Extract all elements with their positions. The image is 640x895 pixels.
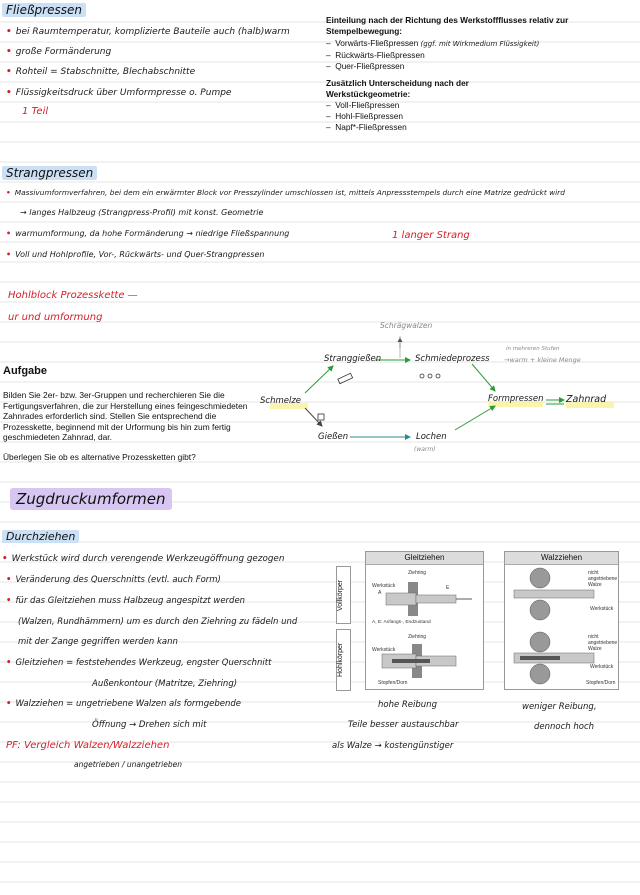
lbl-stopfen-1: Stopfen/Dorn (378, 680, 408, 686)
fliess-info-annot: (ggf. mit Wirkmedium Flüssigkeit) (420, 40, 540, 48)
note-weniger-reibung: weniger Reibung, (522, 702, 597, 712)
durch-bullet-3c: mit der Zange gegriffen werden kann (18, 637, 178, 647)
note-als-walze: als Walze → kostengünstiger (332, 741, 454, 751)
process-chain-diagram (250, 318, 640, 468)
fliess-info-item-4: – Voll-Fließpressen (326, 100, 400, 110)
chain-stranggiessen: Stranggießen (324, 354, 382, 364)
durch-bullet-3b: (Walzen, Rundhämmern) um es durch den Ziehring zu fädeln und (18, 617, 298, 627)
durch-bullet-5: • Walzziehen = ungetriebene Walzen als formgebende (6, 699, 241, 709)
fliess-info-item-6: – Napf*-Fließpressen (326, 122, 407, 132)
lbl-walze-1: nicht angetriebene Walze (588, 570, 618, 588)
lbl-werkstueck-2: Werkstück (372, 647, 396, 653)
fliess-bullet-4: • Flüssigkeitsdruck über Umformpresse o. Pumpe (6, 88, 232, 98)
red-urformung-line: ur und umformung (8, 312, 103, 323)
section-title-zugdruckumformen: Zugdruckumformen (10, 488, 172, 510)
chain-schmiedeprozess: Schmiedeprozess (415, 354, 490, 364)
fliess-info-heading1: Einteilung nach der Richtung des Werkstoffflusses relativ zur Stempelbewegung: (326, 15, 569, 36)
note-dennoch-hoch: dennoch hoch (534, 722, 595, 732)
fliess-bullet-1: • bei Raumtemperatur, komplizierte Bauteile auch (halb)warm (6, 27, 290, 37)
strang-bullet-3: • Voll und Hohlprofile, Vor-, Rückwärts- und Quer-Strangpressen (6, 250, 265, 259)
aufgabe-text: Bilden Sie 2er- bzw. 3er-Gruppen und recherchieren Sie die Fertigungsverfahren, die zur Herstellung eines feingeschmiedeten Zahnrades erforderlich sind. Stellen Sie entsprechend die Prozesskette, beginnend mit der Urformung bis hin zum fertig geschmiedeten Zahnrad, dar. (3, 390, 248, 442)
chain-giessen: Gießen (318, 432, 349, 442)
strang-bullet-1b: → langes Halbzeug (Strangpress-Profil) mit konst. Geometrie (20, 208, 264, 217)
chain-schmelze: Schmelze (260, 396, 302, 406)
chain-lochen: Lochen (416, 432, 447, 442)
strang-bullet-2: • warmumformung, da hohe Formänderung → niedrige Fließspannung (6, 229, 290, 238)
fliess-info-item-1: – Vorwärts-Fließpressen (ggf. mit Wirkmedium Flüssigkeit) (326, 38, 540, 48)
lbl-a-1: A (378, 590, 382, 596)
section-title-fliesspressen: Fließpressen (2, 3, 86, 17)
fliess-info-item-3: – Quer-Fließpressen (326, 61, 405, 71)
durch-bullet-4b: Außenkontour (Matritze, Ziehring) (92, 679, 238, 689)
red-hohlblock-line: Hohlblock Prozesskette — (8, 290, 138, 301)
aufgabe-heading: Aufgabe (3, 365, 47, 377)
row-hohlkoerper: Hohlkörper (336, 629, 351, 691)
chain-lochen-note: (warm) (414, 446, 436, 453)
fliess-info-item-2: – Rückwärts-Fließpressen (326, 50, 425, 60)
lbl-werkstueck-3: Werkstück (590, 606, 614, 612)
fliess-bullet-2: • große Formänderung (6, 47, 112, 57)
pf-vergleich: PF: Vergleich Walzen/Walzziehen (6, 740, 170, 751)
chain-zahnrad: Zahnrad (566, 394, 607, 405)
fliess-info-box (326, 15, 626, 133)
lbl-werkstueck-1: Werkstück (372, 583, 396, 589)
pf-sub: angetrieben / unangetrieben (74, 760, 182, 769)
lbl-e-1: E (446, 585, 450, 591)
row-vollkoerper: Vollkörper (336, 566, 351, 624)
lbl-walze-2: nicht angetriebene Walze (588, 634, 618, 652)
gleitziehen-header: Gleitziehen (366, 552, 483, 565)
strang-bullet-1: • Massivumformverfahren, bei dem ein erwärmter Block vor Presszylinder umschlossen ist, mittels Anpressstempels durch eine Matrize gedrückt wird (6, 188, 565, 197)
section-title-strangpressen: Strangpressen (2, 166, 97, 180)
lbl-werkstueck-4: Werkstück (590, 664, 614, 670)
durch-bullet-2: • Veränderung des Querschnitts (evtl. auch Form) (6, 575, 221, 585)
durch-bullet-5b: Öffnung → Drehen sich mit (92, 720, 207, 730)
chain-formpressen: Formpressen (488, 394, 544, 404)
chain-schragwalzen: Schrägwalzen (380, 321, 433, 330)
fliess-note-1-teil: 1 Teil (22, 106, 49, 117)
durch-bullet-4: • Gleitziehen = feststehendes Werkzeug, engster Querschnitt (6, 658, 272, 668)
durch-bullet-3: • für das Gleitziehen muss Halbzeug angespitzt werden (6, 596, 246, 606)
strang-note-langer-strang: 1 langer Strang (392, 230, 470, 241)
fliess-info-heading2: Zusätzlich Unterscheidung nach der Werkstückgeometrie: (326, 78, 469, 99)
lbl-stopfen-2: Stopfen/Dorn (586, 680, 616, 686)
lbl-ziehring-2: Ziehring (408, 634, 427, 640)
aufgabe-question: Überlegen Sie ob es alternative Prozessketten gibt? (3, 452, 196, 462)
walzziehen-header: Walzziehen (505, 552, 618, 565)
chain-warm-menge: →warm + kleine Menge (504, 356, 581, 364)
chain-mehrere-stufen: in mehreren Stufen (506, 346, 560, 352)
note-teile-besser: Teile besser austauschbar (348, 720, 459, 730)
lbl-ziehring-1: Ziehring (408, 570, 427, 576)
section-title-durchziehen: Durchziehen (2, 530, 79, 543)
note-hohe-reibung: hohe Reibung (378, 700, 437, 710)
fliess-bullet-3: • Rohteil = Stabschnitte, Blechabschnitte (6, 67, 196, 77)
lbl-ae-caption: A, E: Anfangs-, Endzustand (372, 620, 431, 625)
fliess-info-item-5: – Hohl-Fließpressen (326, 111, 404, 121)
durch-bullet-1: • Werkstück wird durch verengende Werkzeugöffnung gezogen (2, 554, 285, 564)
